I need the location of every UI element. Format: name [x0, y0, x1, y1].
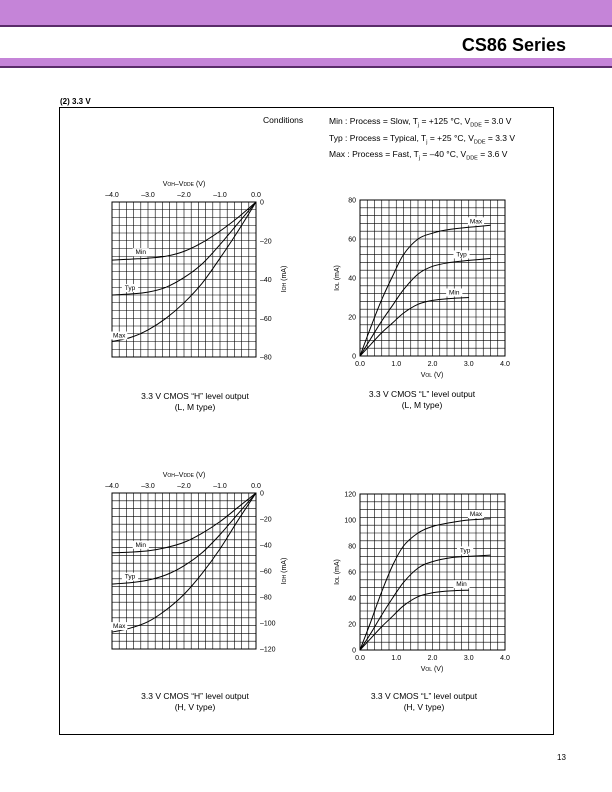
series-label: Max — [469, 218, 483, 226]
series-line-min — [360, 298, 469, 357]
caption-line: (L, M type) — [174, 402, 216, 412]
x-tick-label: –2.0 — [177, 483, 191, 490]
series-label: Min — [135, 541, 147, 549]
series-label: Max — [469, 511, 483, 518]
y-tick-label: 40 — [348, 275, 356, 283]
x-axis-label: VOL (V) — [420, 372, 444, 379]
chart-2 — [334, 198, 510, 380]
x-axis-label: VOL (V) — [420, 666, 444, 673]
y-tick-label: –40 — [260, 542, 272, 550]
x-tick-label: 1.0 — [391, 655, 402, 662]
x-tick-label: 2.0 — [427, 655, 438, 662]
chart-caption — [110, 691, 280, 713]
y-tick-label: –80 — [260, 594, 272, 602]
x-tick-label: –3.0 — [141, 483, 155, 490]
x-tick-label: 0.0 — [355, 655, 365, 662]
chart-1 — [105, 181, 288, 362]
caption-line: 3.3 V CMOS “H” level output — [141, 391, 249, 401]
series-line-min — [360, 590, 469, 650]
series-label: Typ — [459, 547, 471, 555]
x-tick-label: 0.0 — [251, 192, 261, 199]
series-label: Typ — [124, 285, 136, 293]
condition-min: Min : Process = Slow, $T_j = +125$ °C, $V_{DDE} = 3.0$ V — [329, 116, 512, 129]
x-tick-label: 0.0 — [251, 483, 261, 490]
x-tick-label: 4.0 — [500, 361, 510, 368]
section-label: (2) 3.3 V — [60, 97, 91, 106]
page-number: 13 — [557, 753, 566, 762]
y-axis-label: IOL (mA) — [334, 265, 341, 291]
caption-line: 3.3 V CMOS “L” level output — [368, 389, 476, 399]
series-label: Max — [113, 332, 126, 340]
y-tick-label: 120 — [344, 491, 356, 499]
y-tick-label: –20 — [260, 238, 272, 246]
y-tick-label: –60 — [260, 568, 272, 576]
y-tick-label: 20 — [348, 621, 356, 629]
y-axis-label: IOH (mA) — [281, 265, 288, 293]
y-tick-label: 20 — [348, 314, 356, 322]
chart-caption — [339, 691, 509, 713]
chart-caption — [337, 389, 507, 411]
y-tick-label: –40 — [260, 277, 272, 284]
y-tick-label: 60 — [348, 569, 356, 577]
condition-max: Max : Process = Fast, $T_j = -40$ °C, $V_{DDE} = 3.6$ V — [329, 149, 508, 163]
series-label: Max — [113, 623, 126, 631]
y-tick-label: 80 — [348, 197, 356, 205]
x-tick-label: 3.0 — [463, 361, 474, 368]
y-tick-label: –80 — [260, 354, 272, 362]
y-tick-label: 0 — [352, 353, 356, 361]
conditions-label: Conditions — [263, 115, 304, 125]
y-tick-label: –60 — [260, 315, 272, 323]
y-tick-label: –120 — [260, 646, 276, 654]
y-tick-label: 0 — [260, 490, 264, 498]
caption-line: (H, V type) — [174, 702, 216, 712]
series-label: Min — [449, 289, 460, 297]
y-tick-label: 0 — [352, 647, 356, 655]
caption-line: 3.3 V CMOS “H” level output — [141, 691, 249, 701]
page-title: CS86 Series — [461, 35, 566, 55]
x-tick-label: –4.0 — [105, 483, 119, 490]
chart-caption — [110, 391, 280, 413]
series-label: Min — [135, 249, 147, 257]
condition-typ: Typ : Process = Typical, $T_j = +25$ °C, $V_{DDE} = 3.3$ V — [329, 132, 516, 146]
y-axis-label: IOL (mA) — [334, 559, 341, 585]
y-tick-label: –20 — [260, 516, 272, 524]
y-tick-label: 80 — [348, 543, 356, 551]
y-tick-label: 0 — [260, 199, 264, 207]
x-tick-label: 0.0 — [355, 361, 365, 368]
series-label: Typ — [456, 251, 467, 259]
y-tick-label: –100 — [260, 620, 276, 628]
x-tick-label: 3.0 — [463, 655, 474, 662]
x-tick-label: –3.0 — [141, 192, 155, 199]
x-tick-label: –2.0 — [177, 192, 191, 199]
y-tick-label: 60 — [348, 236, 356, 244]
y-axis-label: IOH (mA) — [281, 557, 288, 585]
caption-line: (L, M type) — [401, 400, 443, 410]
chart-4 — [334, 492, 510, 674]
x-tick-label: –1.0 — [213, 192, 227, 199]
x-tick-label: –4.0 — [105, 192, 119, 199]
x-axis-label: VOH–VDDE (V) — [162, 181, 206, 188]
x-tick-label: 2.0 — [427, 361, 438, 368]
series-label: Typ — [124, 573, 136, 581]
caption-line: (H, V type) — [403, 702, 445, 712]
x-tick-label: 1.0 — [391, 361, 402, 368]
x-axis-label: VOH–VDDE (V) — [162, 472, 206, 479]
chart-3 — [105, 472, 288, 654]
y-tick-label: 100 — [344, 517, 356, 525]
series-label: Min — [456, 581, 467, 589]
y-tick-label: 40 — [348, 595, 356, 603]
caption-line: 3.3 V CMOS “L” level output — [370, 691, 478, 701]
x-tick-label: 4.0 — [500, 655, 510, 662]
x-tick-label: –1.0 — [213, 483, 227, 490]
